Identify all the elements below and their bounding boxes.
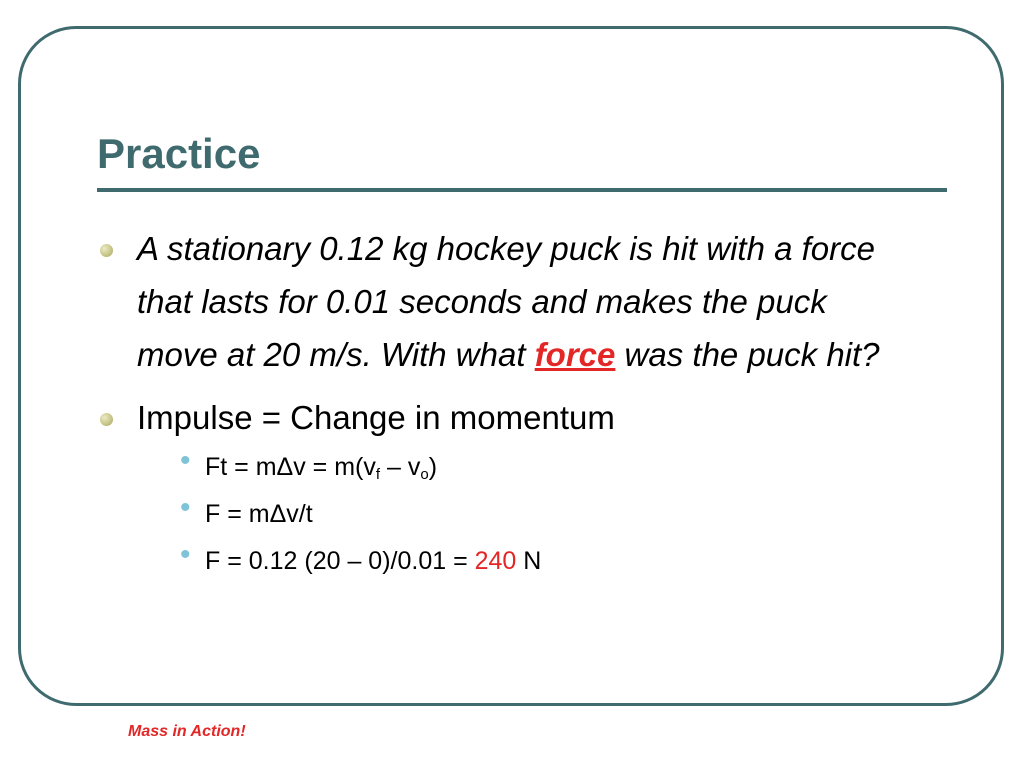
principle-text: Impulse = Change in momentum: [137, 399, 615, 436]
eq1-suffix: ): [428, 453, 438, 481]
problem-text-end: was the puck hit?: [615, 336, 880, 373]
problem-emphasis: force: [534, 336, 616, 373]
eq2-text: F = mΔv/t: [205, 500, 313, 528]
sub-bullet-dot-icon: •: [180, 538, 191, 571]
eq1-subscript-final: f: [375, 466, 381, 483]
sub-bullet-dot-icon: •: [180, 444, 191, 477]
problem-text: [137, 230, 880, 373]
slide-footer: Mass in Action!: [128, 723, 246, 740]
eq3-answer: 240: [474, 547, 517, 575]
eq1-prefix: Ft = mΔv = m(v: [205, 453, 376, 481]
bullet-problem: [100, 222, 910, 381]
eq3-unit: N: [516, 547, 542, 575]
bullet-dot-icon: [100, 413, 113, 426]
bullet-dot-icon: [100, 244, 113, 257]
bullet-principle: [100, 391, 910, 444]
equation-solution: [180, 538, 910, 585]
eq1-subscript-initial: o: [420, 466, 429, 483]
eq1-middle: – v: [380, 453, 421, 481]
eq3-prefix: F = 0.12 (20 – 0)/0.01 =: [205, 547, 475, 575]
equation-force: [180, 491, 910, 538]
slide-content: [100, 222, 910, 585]
problem-text-start: A stationary 0.12 kg hockey puck is hit with a force that lasts for 0.01 seconds and makes the puck move at 20 m/s. With what: [137, 230, 875, 373]
sub-bullet-dot-icon: •: [180, 491, 191, 524]
slide-title: Practice: [97, 130, 261, 177]
title-divider: [97, 188, 947, 192]
equation-impulse: [180, 444, 910, 491]
